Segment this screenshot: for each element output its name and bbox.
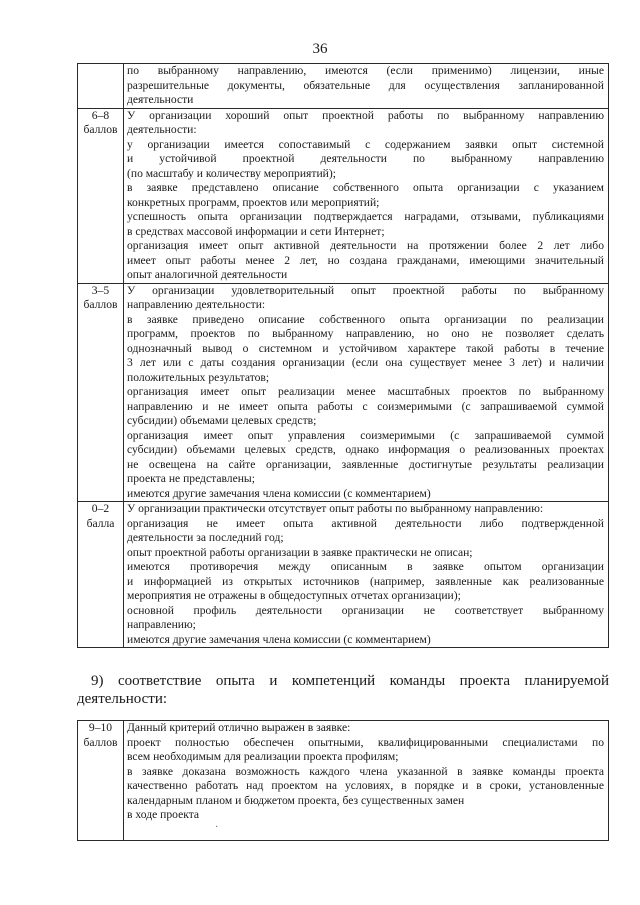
criteria-text-line: Данный критерий отлично выражен в заявке: bbox=[127, 721, 351, 734]
criteria-text-line: календарным планом и бюджетом проекта, без существенных замен bbox=[127, 793, 465, 807]
criteria-description bbox=[124, 283, 609, 502]
criteria-description bbox=[124, 721, 609, 841]
criterion-9-heading-line: деятельности: bbox=[77, 691, 168, 707]
criteria-text-line: однозначный вывод о системном и устойчивом характере такой работы в течение bbox=[127, 341, 604, 355]
criteria-text-line: У организации хороший опыт проектной работы по выбранному направлению bbox=[127, 108, 604, 122]
criteria-text-line: организация имеет опыт управления соизмеримыми (с запрашиваемой суммой bbox=[127, 428, 604, 442]
criteria-text-line: по выбранному направлению, имеются (если применимо) лицензии, иные bbox=[127, 64, 604, 77]
score-unit: баллов bbox=[83, 298, 118, 311]
criteria-text-line: опыт проектной работы организации в заявке практически не описан; bbox=[127, 545, 473, 559]
criteria-text-line: в заявке приведено описание собственного опыта организации по реализации bbox=[127, 312, 604, 326]
criteria-text-line: конкретных программ, проектов или мероприятий; bbox=[127, 195, 380, 209]
criteria-text-line: направлению деятельности: bbox=[127, 298, 266, 311]
score-range: 9–10 bbox=[88, 721, 113, 734]
criteria-text-line: деятельности bbox=[127, 93, 194, 106]
score-cell bbox=[78, 283, 124, 502]
criteria-text-line: у организации имеется сопоставимый с содержанием заявки опыт системной bbox=[127, 137, 604, 151]
criteria-text-line: субсидии) объемами целевых средств, однако информация о реализованных проектах bbox=[127, 443, 604, 456]
score-cell bbox=[78, 64, 124, 109]
criteria-text-line: направлению; bbox=[127, 618, 196, 631]
criteria-text-line: успешность опыта организации подтверждается наградами, отзывами, публикациями bbox=[127, 210, 604, 223]
criteria-text-line: разрешительные документы, обязательные для осуществления запланированной bbox=[127, 78, 604, 92]
criteria-text-line: основной профиль деятельности организации не соответствует выбранному bbox=[127, 603, 604, 617]
criteria-text-line: субсидии) объемами целевых средств; bbox=[127, 414, 317, 427]
score-unit: баллов bbox=[83, 735, 118, 749]
criteria-text-line: проекта не представлены; bbox=[127, 472, 255, 485]
criteria-text-line: имеет опыт работы менее 2 лет, но создана гражданами, имеющими значительный bbox=[127, 253, 604, 267]
criteria-row bbox=[78, 64, 609, 109]
page-number: 36 bbox=[312, 41, 328, 57]
criteria-text-line: проект полностью обеспечен опытными, квалифицированными специалистами по bbox=[127, 735, 604, 749]
criteria-text-line: деятельности: bbox=[127, 123, 197, 136]
criteria-text-line: программ, проектов по выбранному направлению, но оно не позволяет сделать bbox=[127, 327, 604, 340]
criteria-text-line: имеются другие замечания члена комиссии (с комментарием) bbox=[127, 486, 431, 500]
score-range: 6–8 bbox=[91, 108, 110, 122]
score-cell bbox=[78, 108, 124, 283]
criteria-text-line: положительных результатов; bbox=[127, 370, 270, 384]
criterion-9-table bbox=[77, 720, 609, 841]
criteria-row bbox=[78, 502, 609, 648]
criteria-row bbox=[78, 283, 609, 502]
criteria-text-line: направлению и не имеет опыта работы с соизмеримыми (с запрашиваемой суммой bbox=[127, 399, 604, 413]
criteria-text-line: и устойчивой проектной деятельности по выбранному направлению bbox=[127, 152, 604, 165]
criterion-9-heading bbox=[77, 672, 609, 708]
criteria-description bbox=[124, 502, 609, 648]
criteria-text-line: опыт аналогичной деятельности bbox=[127, 268, 288, 281]
criterion-9-heading-line: 9) соответствие опыта и компетенций команды проекта планируемой bbox=[91, 673, 609, 689]
criteria-text-line: деятельности за последний год; bbox=[127, 531, 284, 544]
criteria-text-line: У организации практически отсутствует опыт работы по выбранному направлению: bbox=[127, 502, 544, 515]
criteria-text-line: в ходе проекта bbox=[127, 808, 200, 821]
criteria-text-line: в заявке доказана возможность каждого члена указанной в заявке команды проекта bbox=[127, 764, 604, 778]
criteria-text-line: имеются другие замечания члена комиссии (с комментарием) bbox=[127, 632, 431, 646]
criteria-description bbox=[124, 108, 609, 283]
criteria-text-line: (по масштабу и количеству мероприятий); bbox=[127, 166, 336, 180]
criteria-text-line: не освещена на сайте организации, заявленные достигнутые результаты реализации bbox=[127, 457, 604, 471]
criteria-text-line: качественно работать над проектом на условиях, в порядке и в сроки, установленные bbox=[127, 779, 604, 792]
score-range: 0–2 bbox=[91, 502, 110, 515]
score-unit: баллов bbox=[83, 123, 118, 136]
criteria-text-line: в заявке представлено описание собственного опыта организации с указанием bbox=[127, 181, 604, 194]
criteria-text-line: в средствах массовой информации и сети Интернет; bbox=[127, 224, 385, 238]
criteria-text-line: организация не имеет опыта активной деятельности либо подтвержденной bbox=[127, 516, 604, 530]
score-range: 3–5 bbox=[91, 283, 110, 297]
score-cell bbox=[78, 502, 124, 648]
score-cell bbox=[78, 721, 124, 841]
criteria-table bbox=[77, 63, 609, 648]
criteria-text-line: организация имеет опыт реализации менее масштабных проектов по выбранному bbox=[127, 385, 604, 398]
criteria-row bbox=[78, 721, 609, 841]
criteria-text-line: мероприятия не отражены в общедоступных отчетах организации); bbox=[127, 589, 461, 602]
criteria-text-line: 3 лет или с даты создания организации (если она существует менее 3 лет) и наличии bbox=[127, 356, 604, 369]
criteria-text-line: и информацией из открытых источников (например, заявленные как реализованные bbox=[127, 574, 604, 588]
criteria-row bbox=[78, 108, 609, 283]
criteria-text-line: всем необходимым для реализации проекта профилям; bbox=[127, 750, 399, 763]
criteria-text-line: имеются противоречия между описанным в заявке опытом организации bbox=[127, 560, 604, 573]
criteria-text-line: У организации удовлетворительный опыт проектной работы по выбранному bbox=[127, 283, 604, 297]
criteria-description bbox=[124, 64, 609, 109]
scan-speck: · bbox=[215, 822, 219, 833]
criteria-text-line: организация имеет опыт активной деятельности на протяжении более 2 лет либо bbox=[127, 239, 604, 252]
score-unit: балла bbox=[86, 516, 115, 530]
